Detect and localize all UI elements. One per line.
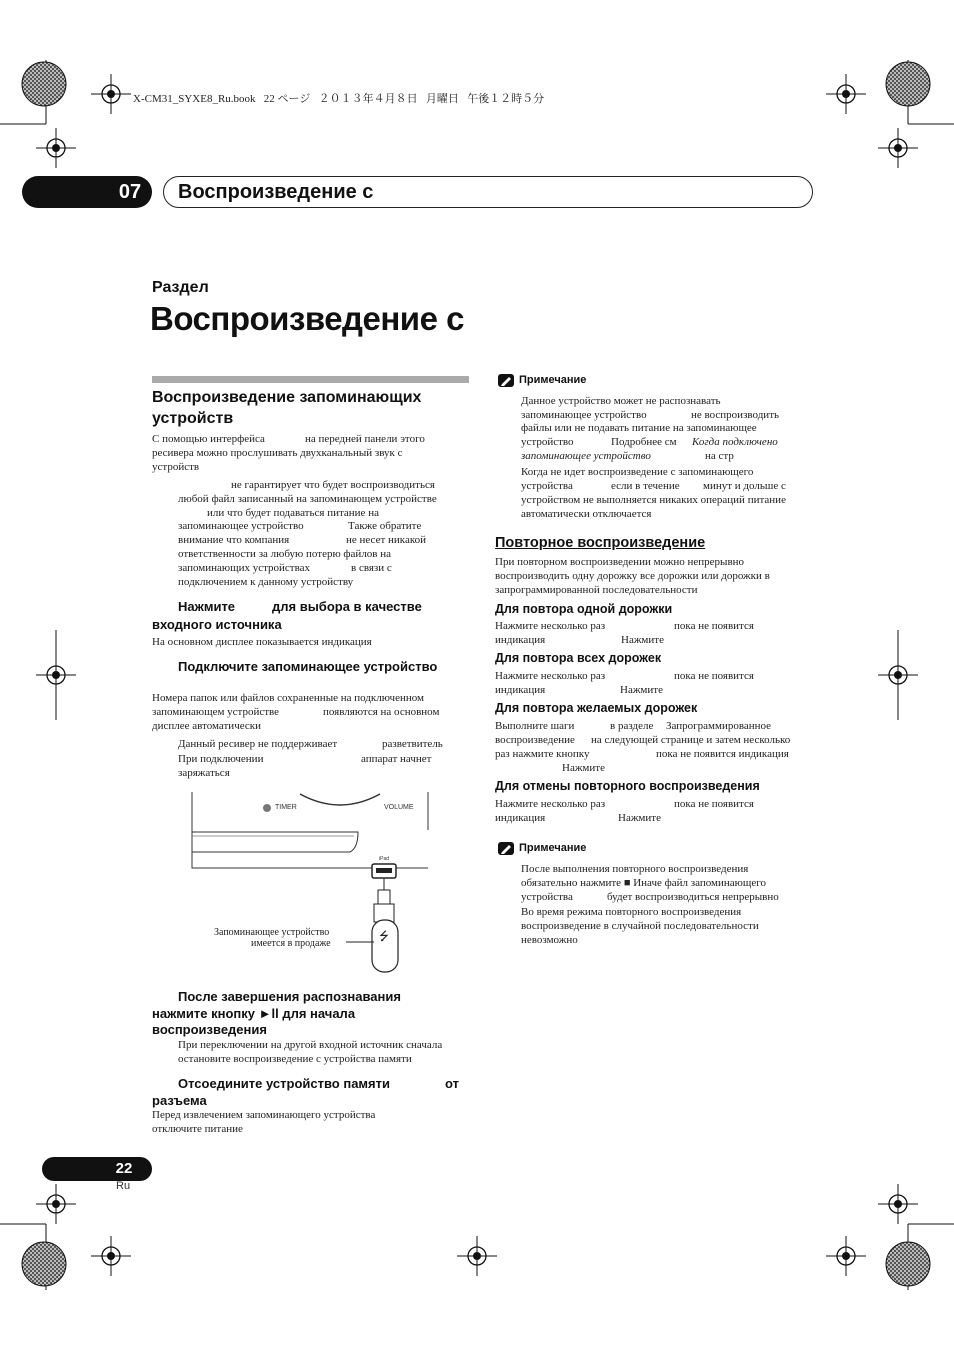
- chapter-number: 07: [118, 181, 142, 203]
- figure-timer-label: TIMER: [275, 804, 297, 811]
- note1-line: на стр: [705, 450, 734, 462]
- warning-line: запоминающее устройство: [178, 520, 304, 532]
- press-times: Нажмите несколько раз: [495, 670, 606, 682]
- note1-line: запоминающее устройство: [521, 409, 647, 421]
- desired-text: в разделе: [610, 720, 654, 732]
- step4-text: отключите питание: [152, 1123, 243, 1135]
- step3-text: При переключении на другой входной источник сначала: [178, 1039, 443, 1051]
- warning-line: внимание что компания: [178, 534, 290, 546]
- repeat-all-title: Для повтора всех дорожек: [495, 651, 662, 665]
- repeat-cancel-title: Для отмены повторного воспроизведения: [495, 779, 760, 793]
- step1-title: Нажмите: [178, 599, 236, 614]
- note-icon: [498, 842, 514, 855]
- intro-line-2: ресивера можно прослушивать двухканальный звук с: [152, 447, 403, 459]
- until-shown: пока не появится: [674, 670, 754, 682]
- warning-line: не несет никакой: [346, 534, 427, 546]
- svg-text:⭍: ⭍: [379, 929, 389, 943]
- note2-line: устройства: [521, 891, 573, 903]
- step2-text: Номера папок или файлов сохраненные на подключенном: [152, 692, 424, 704]
- step2-note: заряжаться: [178, 767, 230, 779]
- warning-line: ответственности за любую потерю файлов на: [178, 548, 392, 560]
- step4-title: разъема: [152, 1093, 207, 1108]
- note2-line: невозможно: [521, 934, 578, 946]
- note-label: Примечание: [519, 842, 587, 854]
- note1-line: файлы или не подавать питание на запоминающее: [521, 422, 757, 434]
- note2-line: Во время режима повторного воспроизведения: [521, 906, 742, 918]
- section-heading: Воспроизведение запоминающих устройств: [152, 389, 422, 427]
- page-number: 22: [115, 1160, 133, 1177]
- warning-line: в связи с: [351, 562, 392, 574]
- intro-line-3: устройств: [152, 461, 200, 473]
- note1b-line: устройства: [521, 480, 573, 492]
- repeat-intro: При повторном воспроизведении можно непрерывно: [495, 556, 745, 568]
- figure-caption: имеется в продаже: [251, 938, 331, 949]
- step1-text: На основном дисплее показывается индикация: [152, 636, 372, 648]
- press: Нажмите: [618, 812, 661, 824]
- desired-text: Запрограммированное: [666, 720, 772, 732]
- note2-line: будет воспроизводиться непрерывно: [607, 891, 779, 903]
- warning-line: запоминающих устройствах: [178, 562, 311, 574]
- step2-text: дисплее автоматически: [152, 720, 261, 732]
- indication: индикация: [495, 812, 546, 824]
- step2-text: запоминающем устройстве: [152, 706, 280, 718]
- desired-text: Выполните шаги: [495, 720, 575, 732]
- page-title: Воспроизведение с: [150, 300, 464, 337]
- step4-title: от: [445, 1076, 459, 1091]
- repeat-desired-title: Для повтора желаемых дорожек: [495, 701, 698, 715]
- figure-volume-label: VOLUME: [384, 804, 414, 811]
- step3-title: нажмите кнопку ►ll для начала: [152, 1006, 356, 1021]
- note1b-line: устройством не выполняется никаких операций питание: [521, 494, 786, 506]
- note1-line: Подробнее см: [611, 436, 677, 448]
- press: Нажмите: [620, 684, 663, 696]
- page-language: Ru: [116, 1180, 131, 1192]
- warning-line: подключением к данному устройству: [178, 576, 354, 588]
- step4-title: Отсоедините устройство памяти: [178, 1076, 390, 1091]
- step2-note: Данный ресивер не поддерживает: [178, 738, 338, 750]
- press-times: Нажмите несколько раз: [495, 798, 606, 810]
- desired-text: на следующей странице и затем несколько: [591, 734, 791, 746]
- desired-text: воспроизведение: [495, 734, 575, 746]
- warning-line: любой файл записанный на запоминающем устройстве: [178, 493, 437, 505]
- note1-line: Когда подключено: [692, 436, 778, 448]
- until-shown: пока не появится: [674, 620, 754, 632]
- step4-text: Перед извлечением запоминающего устройства: [152, 1109, 376, 1121]
- note1b-line: если в течение: [611, 480, 680, 492]
- repeat-intro: воспроизводить одну дорожку все дорожки или дорожки в: [495, 570, 770, 582]
- note1-line: запоминающее устройство: [521, 450, 651, 462]
- warning-line: или что будет подаваться питание на: [207, 507, 379, 519]
- note1b-line: минут и дольше с: [703, 480, 786, 492]
- press: Нажмите: [621, 634, 664, 646]
- desired-text: раз нажмите кнопку: [495, 748, 590, 760]
- step2-note: аппарат начнет: [361, 753, 432, 765]
- note1-line: не воспроизводить: [691, 409, 780, 421]
- step1-title: для выбора в качестве: [272, 599, 422, 614]
- repeat-heading: Повторное воспроизведение: [495, 535, 706, 551]
- step3-title: После завершения распознавания: [178, 989, 401, 1004]
- until-shown: пока не появится: [674, 798, 754, 810]
- step3-title: воспроизведения: [152, 1022, 267, 1037]
- note2-line: обязательно нажмите ■ Иначе файл запоминающего: [521, 877, 766, 889]
- press-times: Нажмите несколько раз: [495, 620, 606, 632]
- section-rule: [152, 376, 469, 383]
- figure-ipad-label: iPad: [379, 856, 390, 862]
- warning-line: не гарантирует что будет воспроизводиться: [231, 479, 435, 491]
- step2-title: Подключите запоминающее устройство: [178, 659, 438, 674]
- desired-text: пока не появится индикация: [656, 748, 789, 760]
- print-header: X-CM31_SYXE8_Ru.book 22 ページ ２０１３年４月８日 月曜日 午後１２時５分: [133, 93, 545, 105]
- warning-line: Также обратите: [348, 520, 422, 532]
- note-icon: [498, 374, 514, 387]
- note1-line: Данное устройство может не распознавать: [521, 395, 721, 407]
- note-label: Примечание: [519, 374, 587, 386]
- indication: индикация: [495, 684, 546, 696]
- note1b-line: автоматически отключается: [521, 508, 652, 520]
- note1b-line: Когда не идет воспроизведение с запоминающего: [521, 466, 754, 478]
- press: Нажмите: [562, 762, 605, 774]
- step3-text: остановите воспроизведение с устройства памяти: [178, 1053, 412, 1065]
- note2-line: После выполнения повторного воспроизведения: [521, 863, 749, 875]
- note2-line: воспроизведение в случайной последовательности: [521, 920, 759, 932]
- step1-title: входного источника: [152, 617, 282, 632]
- note1-line: устройство: [521, 436, 574, 448]
- intro-line-1b: на передней панели этого: [305, 433, 425, 445]
- repeat-intro: запрограммированной последовательности: [495, 584, 698, 596]
- intro-line-1: С помощью интерфейса: [152, 433, 265, 445]
- step2-text: появляются на основном: [323, 706, 440, 718]
- chapter-title: Воспроизведение с: [178, 181, 374, 203]
- repeat-one-title: Для повтора одной дорожки: [495, 602, 673, 616]
- step2-note: разветвитель: [382, 738, 443, 750]
- section-label: Раздел: [152, 279, 209, 296]
- indication: индикация: [495, 634, 546, 646]
- figure-caption: Запоминающее устройство: [214, 927, 330, 938]
- step2-note: При подключении: [178, 753, 264, 765]
